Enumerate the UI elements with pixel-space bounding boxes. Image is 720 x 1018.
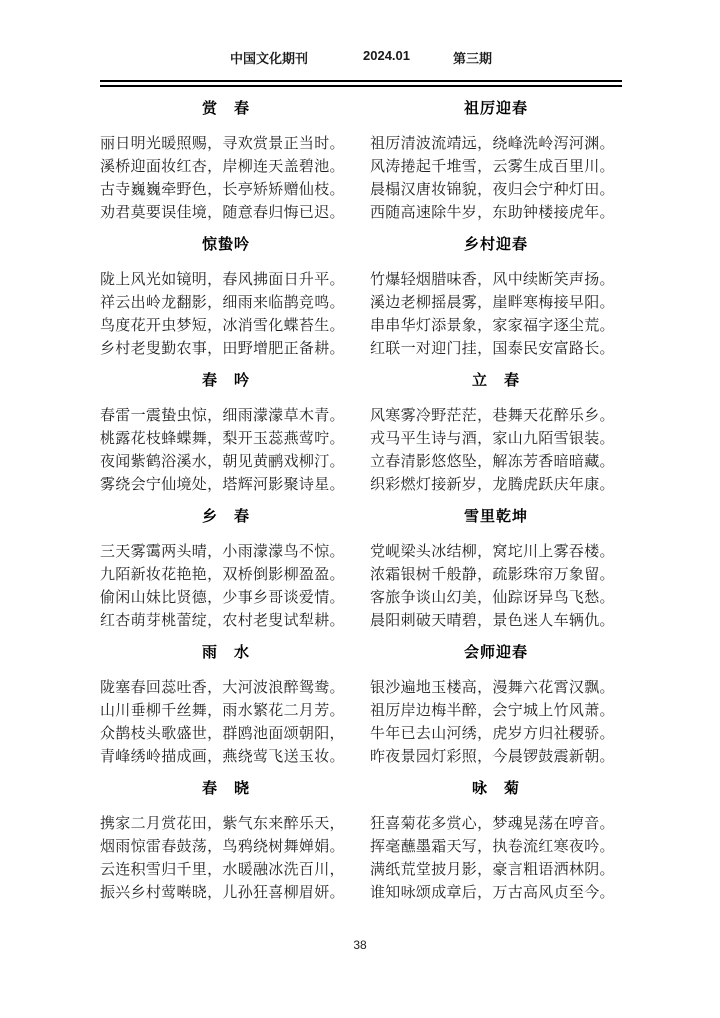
poem-title: 祖厉迎春 xyxy=(463,100,528,117)
journal-title: 中国文化期刊 xyxy=(230,51,309,66)
poem-line: 戎马平生诗与酒，家山九陌雪银装。 xyxy=(370,431,615,447)
poem-line: 祖厉岸边梅半醉，会宁城上竹风萧。 xyxy=(370,703,615,719)
poem-yushui xyxy=(100,643,352,769)
poem-line: 织彩燃灯接新岁，龙腾虎跃庆年康。 xyxy=(370,477,615,493)
poem-line: 山川垂柳千丝舞，雨水繁花二月芳。 xyxy=(100,703,345,719)
poem-line: 风寒雾冷野茫茫，巷舞天花醉乐乡。 xyxy=(370,408,615,424)
poem-title: 乡 春 xyxy=(201,508,250,525)
poem-xiangchun xyxy=(100,507,352,633)
poem-column-left xyxy=(100,99,352,915)
poem-line: 浓霜银树千般静，疏影珠帘万象留。 xyxy=(370,567,615,583)
poem-title: 会师迎春 xyxy=(463,644,528,661)
poem-line: 挥毫蘸墨霜天写，执卷流红寒夜吟。 xyxy=(370,839,615,855)
poem-line: 祥云出岭龙翻影，细雨来临鹊竞鸣。 xyxy=(100,295,345,311)
poem-line: 陇上风光如镜明，春风拂面日升平。 xyxy=(100,272,345,288)
poem-line: 春雷一震蛰虫惊，细雨濛濛草木青。 xyxy=(100,408,345,424)
poem-line: 乡村老叟勤农事，田野增肥正备耕。 xyxy=(100,341,345,357)
poem-line: 偷闲山妹比贤德，少事乡哥谈爱情。 xyxy=(100,590,345,606)
poem-line: 九陌新妆花艳艳，双桥倒影柳盈盈。 xyxy=(100,567,345,583)
poem-title: 春 晓 xyxy=(201,780,250,797)
issue-number: 第三期 xyxy=(453,51,493,66)
poem-line: 祖厉清波流靖远，绕峰洗岭泻河渊。 xyxy=(370,136,615,152)
poem-line: 红联一对迎门挂，国泰民安富路长。 xyxy=(370,341,615,357)
poem-line: 三天雾霭两头晴，小雨濛濛鸟不惊。 xyxy=(100,544,345,560)
poem-title: 雪里乾坤 xyxy=(463,508,528,525)
poem-zuliyingchun xyxy=(370,99,622,225)
poem-line: 众鹊枝头歌盛世，群鸥池面颂朝阳， xyxy=(100,726,345,742)
poem-title: 立 春 xyxy=(471,372,520,389)
poem-line: 牛年已去山河绣，虎岁方归社稷骄。 xyxy=(370,726,615,742)
poem-line: 客旅争谈山幻美，仙踪讶异鸟飞愁。 xyxy=(370,590,615,606)
poem-chunyin xyxy=(100,371,352,497)
poem-title: 赏 春 xyxy=(201,100,250,117)
poem-line: 狂喜菊花多赏心，梦魂晃荡在哼音。 xyxy=(370,816,615,832)
poem-jingzheyin xyxy=(100,235,352,361)
header-divider xyxy=(100,80,622,87)
poem-grid xyxy=(100,99,622,915)
poem-huishiyingchun xyxy=(370,643,622,769)
poem-title: 惊蛰吟 xyxy=(201,236,250,253)
poem-line: 劝君莫要误佳境，随意春归悔已迟。 xyxy=(100,205,345,221)
poem-line: 风涛捲起千堆雪，云雾生成百里川。 xyxy=(370,159,615,175)
poem-line: 陇塞春回蕊吐香，大河波浪醉鸳鸯。 xyxy=(100,680,345,696)
poem-line: 雾绕会宁仙境处，塔辉河影聚诗星。 xyxy=(100,477,345,493)
poem-chunxiao xyxy=(100,779,352,905)
poem-line: 振兴乡村莺啭晓，儿孙狂喜柳眉妍。 xyxy=(100,885,345,901)
poem-line: 丽日明光暖照赐，寻欢赏景正当时。 xyxy=(100,136,345,152)
poem-line: 云连积雪归千里，水暖融冰洗百川， xyxy=(100,862,345,878)
poem-line: 竹爆轻烟腊味香，风中续断笑声扬。 xyxy=(370,272,615,288)
page-number: 38 xyxy=(353,938,367,952)
poem-line: 古寺巍巍牵野色，长亭矫矫赠仙枝。 xyxy=(100,182,345,198)
poem-line: 银沙遍地玉楼高，漫舞六花霄汉飘。 xyxy=(370,680,615,696)
poem-line: 串串华灯添景象，家家福字逐尘荒。 xyxy=(370,318,615,334)
poem-line: 桃露花枝蜂蝶舞，梨开玉蕊燕莺咛。 xyxy=(100,431,345,447)
poem-line: 溪桥迎面妆红杏，岸柳连天盖碧池。 xyxy=(100,159,345,175)
poem-line: 烟雨惊雷春鼓荡，鸟鸦绕树舞婵娟。 xyxy=(100,839,345,855)
poem-line: 晨榻汉唐妆锦貌，夜归会宁种灯田。 xyxy=(370,182,615,198)
poem-line: 立春清影悠悠坠，解冻芳香暗暗藏。 xyxy=(370,454,615,470)
poem-line: 满纸荒堂披月影，豪言粗语洒林阴。 xyxy=(370,862,615,878)
page-header xyxy=(100,48,622,66)
poem-line: 鸟度花开虫梦短，冰消雪化蝶苔生。 xyxy=(100,318,345,334)
poem-line: 党岘梁头冰结柳，窝坨川上雾吞楼。 xyxy=(370,544,615,560)
poem-line: 携家二月赏花田，紫气东来醉乐天， xyxy=(100,816,345,832)
poem-yongju xyxy=(370,779,622,905)
poem-xiangcunyingchun xyxy=(370,235,622,361)
poem-line: 昨夜景园灯彩照，今晨锣鼓震新朝。 xyxy=(370,749,615,765)
poem-column-right xyxy=(370,99,622,915)
poem-title: 咏 菊 xyxy=(471,780,520,797)
poem-title: 雨 水 xyxy=(201,644,250,661)
poem-line: 西随高速除牛岁，东助钟楼接虎年。 xyxy=(370,205,615,221)
poem-xueliqiankun xyxy=(370,507,622,633)
poem-line: 夜闻紫鹤浴溪水，朝见黄鹂戏柳汀。 xyxy=(100,454,345,470)
poem-title: 春 吟 xyxy=(201,372,250,389)
issue-date: 2024.01 xyxy=(363,48,410,63)
poem-line: 谁知咏颂成章后，万古高风贞至今。 xyxy=(370,885,615,901)
poem-line: 红杏萌芽桃蕾绽，农村老叟试犁耕。 xyxy=(100,613,345,629)
poem-line: 青峰绣岭描成画，燕绕莺飞送玉妆。 xyxy=(100,749,345,765)
poem-shangchun xyxy=(100,99,352,225)
poem-title: 乡村迎春 xyxy=(463,236,528,253)
poem-line: 晨阳刺破天晴碧，景色迷人车辆仇。 xyxy=(370,613,615,629)
poem-line: 溪边老柳摇晨雾，崖畔寒梅接早阳。 xyxy=(370,295,615,311)
poem-lichun xyxy=(370,371,622,497)
page-content xyxy=(100,48,622,915)
